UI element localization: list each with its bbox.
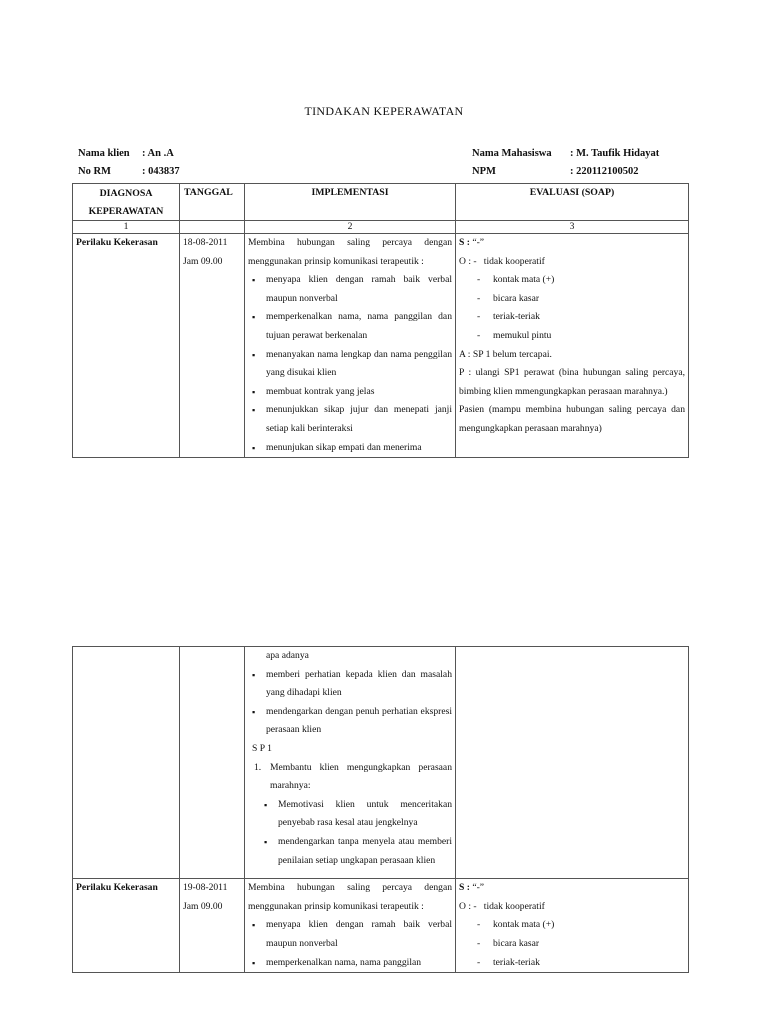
- col-diagnosa: DIAGNOSA KEPERAWATAN: [73, 184, 180, 221]
- tanggal-cell: [180, 647, 245, 879]
- list-item: - kontak mata (+): [477, 274, 555, 286]
- evaluasi-cell: [456, 879, 689, 973]
- list-item: ▪ menyapa klien dengan ramah baik verbal maupun nonverbal: [248, 271, 452, 308]
- col-implementasi: IMPLEMENTASI: [245, 184, 456, 221]
- list-item: - teriak-teriak: [477, 311, 540, 323]
- col-number: 1: [73, 221, 180, 234]
- list-item: ▪ mendengarkan dengan penuh perhatian ekspresi perasaan klien: [248, 703, 452, 740]
- evaluasi-cell: [456, 234, 689, 458]
- evaluasi-cell: [456, 647, 689, 879]
- diagnosa-cell: Perilaku Kekerasan: [73, 879, 180, 973]
- table-header-row: [73, 184, 689, 221]
- list-item: ▪ menanyakan nama lengkap dan nama penggilan yang disukai klien: [248, 346, 452, 383]
- col-tanggal: TANGGAL: [180, 184, 245, 221]
- eval-objective: O : - tidak kooperatif: [459, 900, 545, 912]
- sp-item: 1. Membantu klien mengungkapkan perasaan marahnya:: [254, 761, 452, 792]
- continuation-line: apa adanya: [266, 650, 309, 661]
- implementasi-cell: [245, 879, 456, 973]
- table-row: [73, 234, 689, 458]
- column-number-row: [73, 221, 689, 234]
- list-item: ▪ membuat kontrak yang jelas: [248, 383, 452, 402]
- col-evaluasi: EVALUASI (SOAP): [456, 184, 689, 221]
- col-number: 3: [456, 221, 689, 234]
- implementasi-list: [248, 271, 452, 457]
- list-item: ▪ memperkenalkan nama, nama panggilan: [248, 954, 452, 973]
- npm: NPM : 220112100502: [472, 166, 639, 177]
- nama-mahasiswa: Nama Mahasiswa : M. Taufik Hidayat: [472, 148, 660, 159]
- list-item: - bicara kasar: [477, 937, 540, 949]
- nursing-action-table-1: [72, 183, 689, 458]
- table-row: [73, 647, 689, 879]
- eval-plan: P : ulangi SP1 perawat (bina hubungan saling percaya, bimbing klien mmengungkapkan perasaan marahnya.): [459, 367, 685, 397]
- implementasi-intro: Membina hubungan saling percaya dengan menggunakan prinsip komunikasi terapeutik :: [248, 237, 452, 267]
- sp-sub-list: [248, 796, 452, 870]
- eval-objective: O : - tidak kooperatif: [459, 255, 545, 267]
- list-item: ▪ menyapa klien dengan ramah baik verbal maupun nonverbal: [248, 916, 452, 953]
- list-item: ▪ memberi perhatian kepada klien dan masalah yang dihadapi klien: [248, 666, 452, 703]
- implementasi-cell: [245, 234, 456, 458]
- eval-assessment: A : SP 1 belum tercapai.: [459, 348, 552, 360]
- col-number: 2: [245, 221, 456, 234]
- page-title: TINDAKAN KEPERAWATAN: [304, 104, 464, 118]
- col-number: [180, 221, 245, 234]
- no-rm: No RM : 043837: [78, 166, 180, 177]
- implementasi-list: [248, 916, 452, 972]
- list-item: ▪ menunjukkan sikap jujur dan menepati janji setiap kali berinteraksi: [248, 401, 452, 438]
- list-item: ▪ memperkenalkan nama, nama panggilan dan tujuan perawat berkenalan: [248, 308, 452, 345]
- sp-sub-list-wrap: [248, 796, 452, 870]
- list-item: ▪ Memotivasi klien untuk menceritakan penyebab rasa kesal atau jengkelnya: [248, 796, 452, 833]
- list-item: - teriak-teriak: [477, 956, 540, 968]
- eval-pasien: Pasien (mampu membina hubungan saling percaya dan mengungkapkan perasaan marahnya): [459, 404, 685, 434]
- diagnosa-cell: Perilaku Kekerasan: [73, 234, 180, 458]
- tanggal-cell: 19-08-2011 Jam 09.00: [180, 879, 245, 973]
- list-item: ▪ mendengarkan tanpa menyela atau memberi penilaian setiap ungkapan perasaan klien: [248, 833, 452, 870]
- implementasi-cell: [245, 647, 456, 879]
- list-item: - kontak mata (+): [477, 919, 555, 931]
- table-row: [73, 879, 689, 973]
- list-item: ▪ menunjukan sikap empati dan menerima: [248, 439, 452, 458]
- list-item: - memukul pintu: [477, 329, 552, 341]
- implementasi-intro: Membina hubungan saling percaya dengan menggunakan prinsip komunikasi terapeutik :: [248, 882, 452, 912]
- diagnosa-cell: [73, 647, 180, 879]
- tanggal-cell: 18-08-2011 Jam 09.00: [180, 234, 245, 458]
- eval-subjective: S : “-”: [459, 237, 485, 248]
- nama-klien: Nama klien : An .A: [78, 148, 174, 159]
- eval-subjective: S : “-”: [459, 882, 485, 894]
- nursing-action-table-2: [72, 646, 689, 973]
- sp-label: S P 1: [252, 742, 272, 754]
- list-item: - bicara kasar: [477, 292, 540, 304]
- implementasi-list: [248, 666, 452, 740]
